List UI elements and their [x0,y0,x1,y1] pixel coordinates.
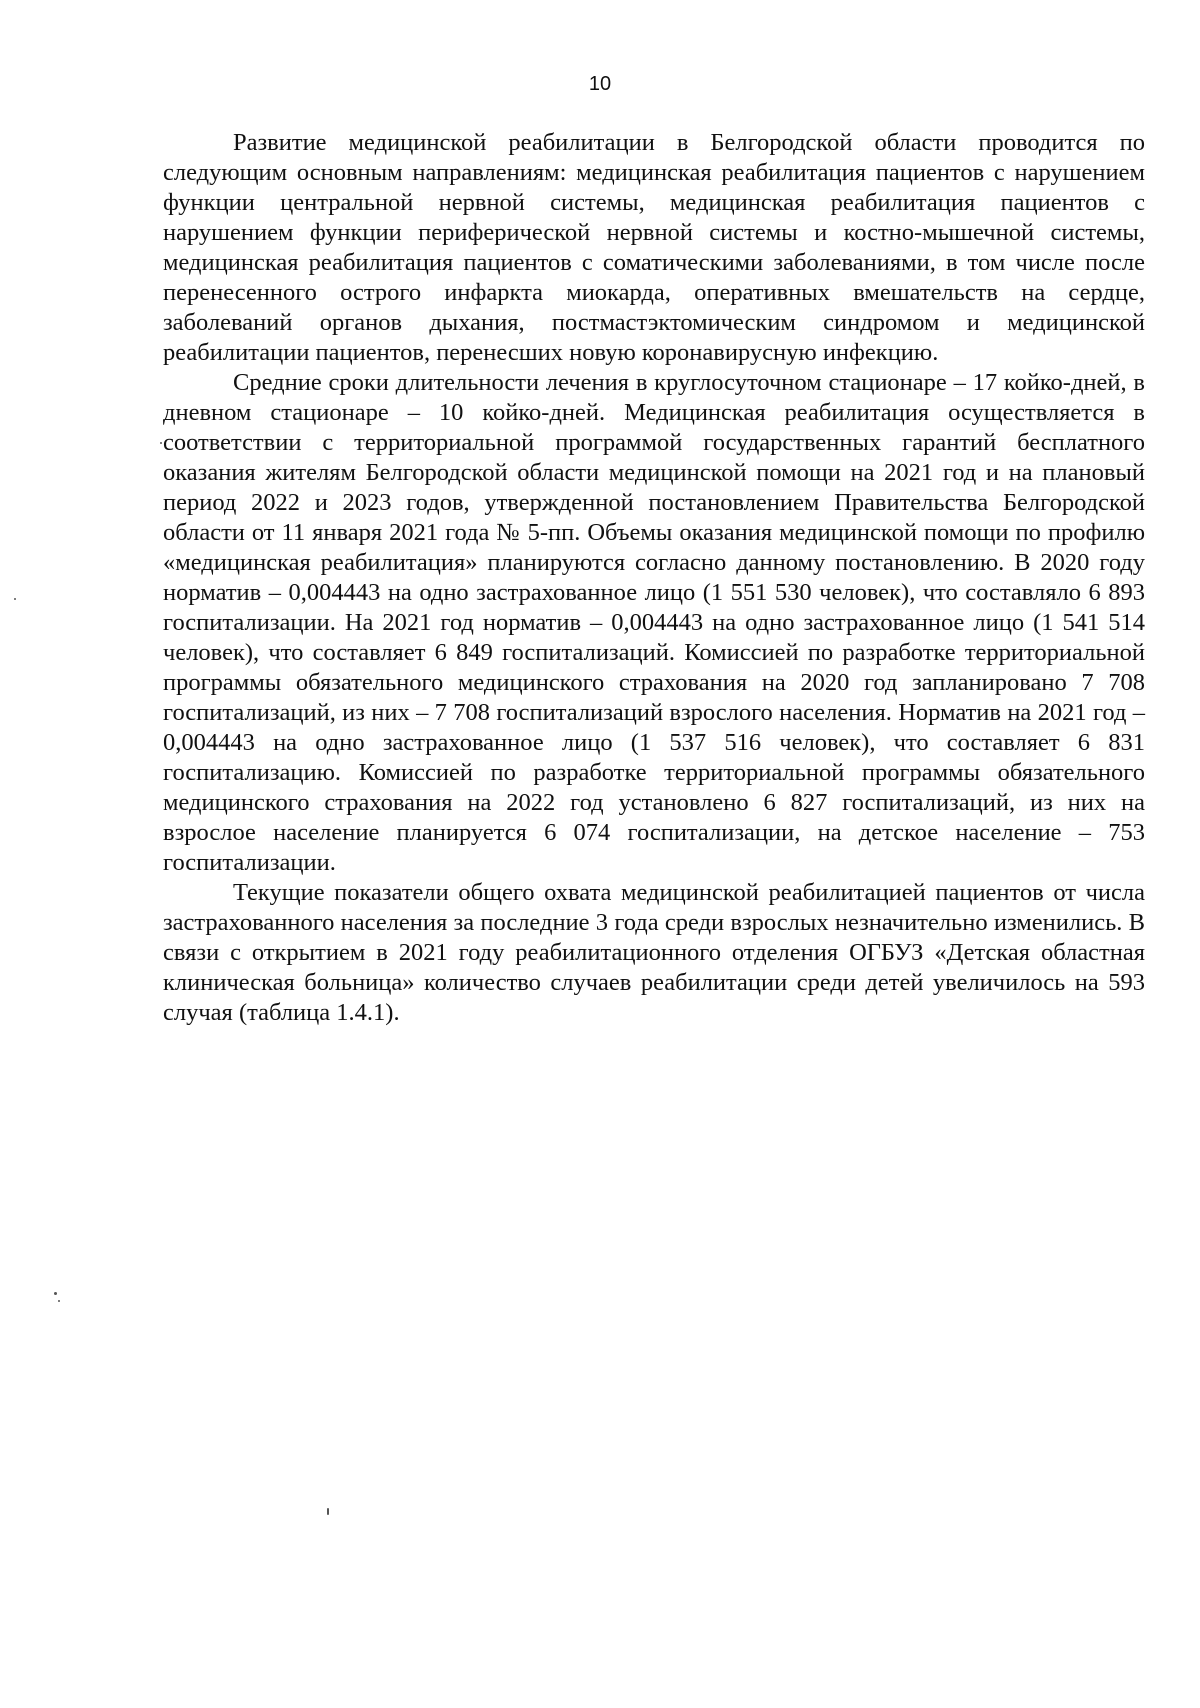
scan-speck [327,1508,329,1515]
page-number: 10 [588,73,612,95]
paragraph-rehab-directions: Развитие медицинской реабилитации в Белгородской области проводится по следующим основным направлениям: медицинская реабилитация пациентов с нарушением функции центральной нервной системы, медицинская реабилитация пациентов с нарушением функции периферической нервной системы и костно-мышечной системы, медицинская реабилитация пациентов с соматическими заболеваниями, в том числе после перенесенного острого инфаркта миокарда, оперативных вмешательств на сердце, заболеваний органов дыхания, постмастэктомическим синдромом и медицинской реабилитации пациентов, перенесших новую коронавирусную инфекцию. [163,129,1145,366]
scan-speck [58,1300,60,1302]
scan-speck [160,442,162,444]
paragraph-coverage-indicators: Текущие показатели общего охвата медицинской реабилитацией пациентов от числа застрахованного населения за последние 3 года среди взрослых незначительно изменились. В связи с открытием в 2021 году реабилитационного отделения ОГБУЗ «Детская областная клиническая больница» количество случаев реабилитации среди детей увеличилось на 593 случая (таблица 1.4.1). [163,879,1145,1026]
body-text [163,128,1145,1028]
scan-speck [14,598,16,600]
scan-speck [54,1292,57,1295]
paragraph-treatment-terms: Средние сроки длительности лечения в круглосуточном стационаре – 17 койко-дней, в дневном стационаре – 10 койко-дней. Медицинская реабилитация осуществляется в соответствии с территориальной программой государственных гарантий бесплатного оказания жителям Белгородской области медицинской помощи на 2021 год и на плановый период 2022 и 2023 годов, утвержденной постановлением Правительства Белгородской области от 11 января 2021 года № 5-пп. Объемы оказания медицинской помощи по профилю «медицинская реабилитация» планируются согласно данному постановлению. В 2020 году норматив – 0,004443 на одно застрахованное лицо (1 551 530 человек), что составляло 6 893 госпитализации. На 2021 год норматив – 0,004443 на одно застрахованное лицо (1 541 514 человек), что составляет 6 849 госпитализаций. Комиссией по разработке территориальной программы обязательного медицинского страхования на 2020 год запланировано 7 708 госпитализаций, из них – 7 708 госпитализаций взрослого населения. Норматив на 2021 год – 0,004443 на одно застрахованное лицо (1 537 516 человек), что составляет 6 831 госпитализацию. Комиссией по разработке территориальной программы обязательного медицинского страхования на 2022 год установлено 6 827 госпитализаций, из них на взрослое население планируется 6 074 госпитализации, на детское население – 753 госпитализации. [163,369,1145,876]
